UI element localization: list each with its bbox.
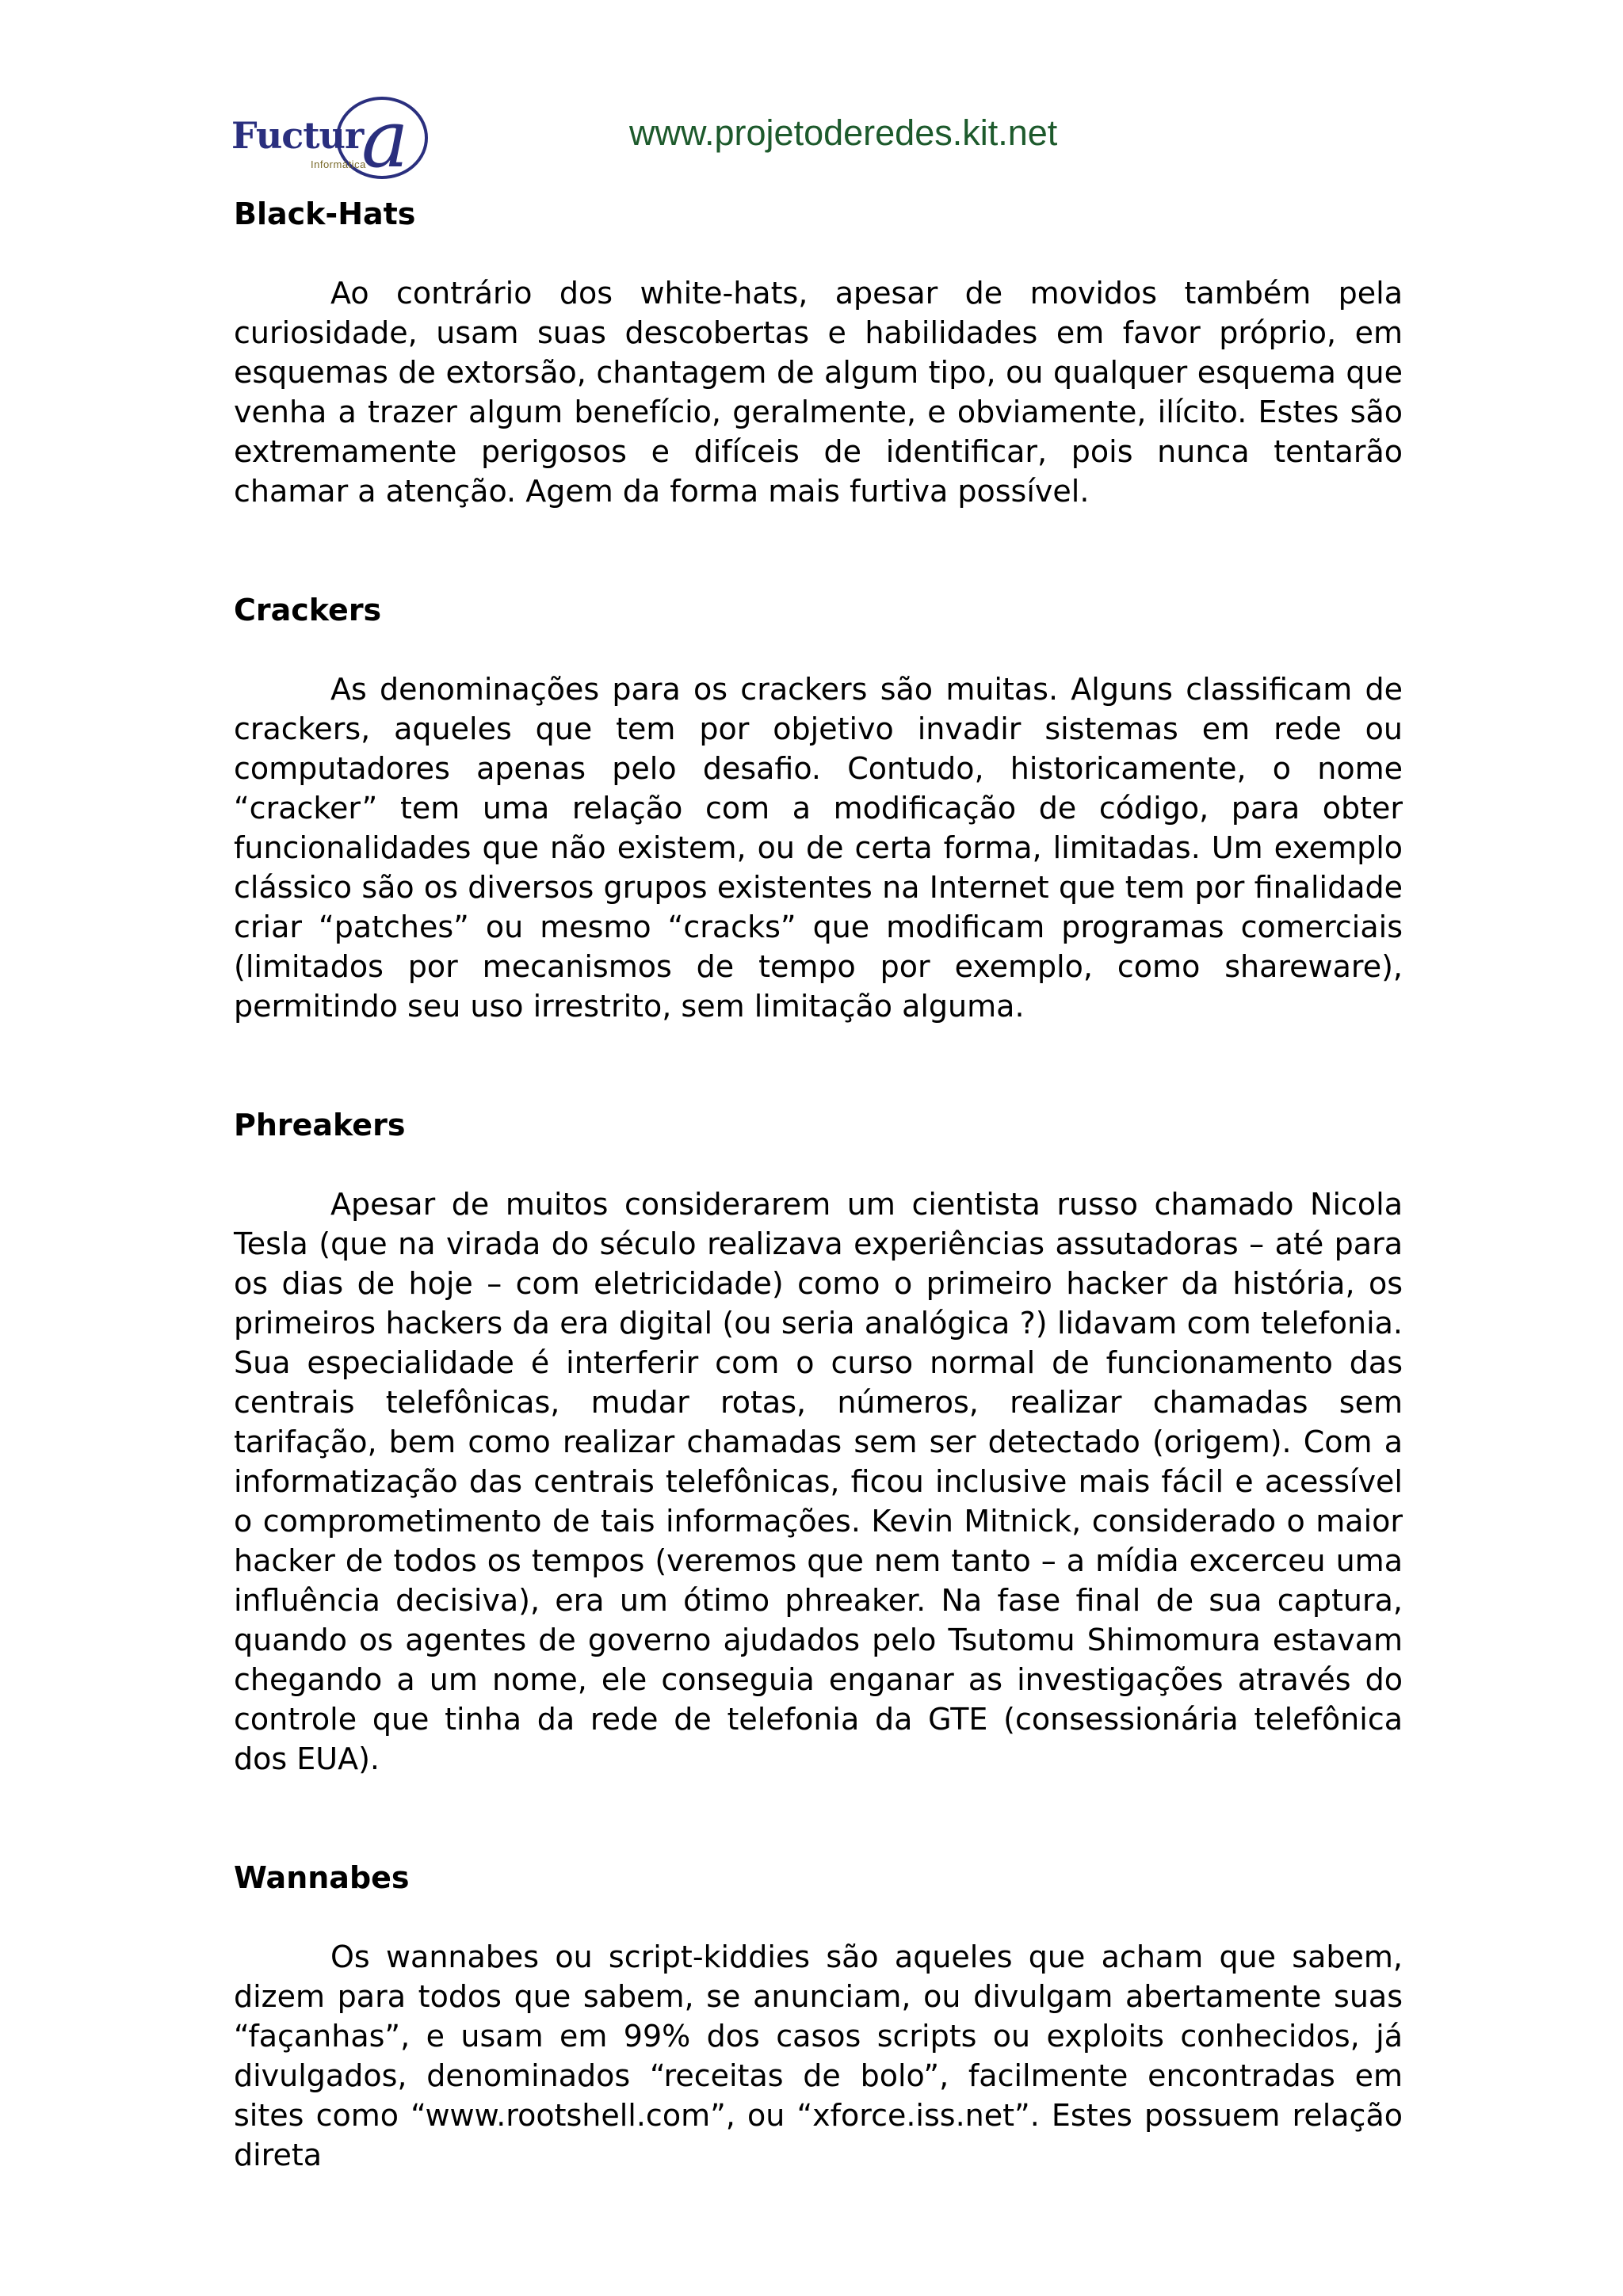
paragraph-wannabes: Os wannabes ou script-kiddies são aqueles que acham que sabem, dizem para todos que sabem, se anunciam, ou divulgam abertamente suas “façanhas”, e usam em 99% dos casos scripts ou exploits conhecidos, já divulgados, denominados “receitas de bolo”, facilmente encontradas em sites como “www.rootshell.com”, ou “xforce.iss.net”. Estes possuem relação direta: [234, 1939, 1403, 2172]
document-body: [234, 194, 1403, 2175]
paragraph-crackers: As denominações para os crackers são muitas. Alguns classificam de crackers, aqueles que tem por objetivo invadir sistemas em rede ou computadores apenas pelo desafio. Contudo, historicamente, o nome “cracker” tem uma relação com a modificação de código, para obter funcionalidades que não existem, ou de certa forma, limitadas. Um exemplo clássico são os diversos grupos existentes na Internet que tem por finalidade criar “patches” ou mesmo “cracks” que modificam programas comerciais (limitados por mecanismos de tempo por exemplo, como shareware), permitindo seu uso irrestrito, sem limitação alguma.: [234, 672, 1403, 1024]
logo-subtitle: Informática: [311, 158, 366, 170]
fuctura-logo: [231, 93, 430, 182]
paragraph-black-hats: Ao contrário dos white-hats, apesar de movidos também pela curiosidade, usam suas descobertas e habilidades em favor próprio, em esquemas de extorsão, chantagem de algum tipo, ou qualquer esquema que venha a trazer algum benefício, geralmente, e obviamente, ilícito. Estes são extremamente perigosos e difíceis de identificar, pois nunca tentarão chamar a atenção. Agem da forma mais furtiva possível.: [234, 276, 1403, 509]
section-title-phreakers: Phreakers: [234, 1108, 406, 1142]
svg-text:a: a: [361, 93, 409, 182]
section-title-wannabes: Wannabes: [234, 1860, 410, 1895]
site-url: www.projetoderedes.kit.net: [629, 113, 1058, 153]
logo-wordmark: Fuctur: [231, 114, 364, 157]
section-title-black-hats: Black-Hats: [234, 196, 416, 231]
page-header: [0, 0, 1623, 190]
paragraph-phreakers: Apesar de muitos considerarem um cientista russo chamado Nicola Tesla (que na virada do século realizava experiências assutadoras – até para os dias de hoje – com eletricidade) como o primeiro hacker da história, os primeiros hackers da era digital (ou seria analógica ?) lidavam com telefonia. Sua especialidade é interferir com o curso normal de funcionamento das centrais telefônicas, mudar rotas, números, realizar chamadas sem tarifação, bem como realizar chamadas sem ser detectado (origem). Com a informatização das centrais telefônicas, ficou inclusive mais fácil e acessível o comprometimento de tais informações. Kevin Mitnick, considerado o maior hacker de todos os tempos (veremos que nem tanto – a mídia excerceu uma influência decisiva), era um ótimo phreaker. Na fase final de sua captura, quando os agentes de governo ajudados pelo Tsutomu Shimomura estavam chegando a um nome, ele conseguia enganar as investigações através do controle que tinha da rede de telefonia da GTE (consessionária telefônica dos EUA).: [234, 1187, 1403, 1776]
section-title-crackers: Crackers: [234, 593, 382, 627]
